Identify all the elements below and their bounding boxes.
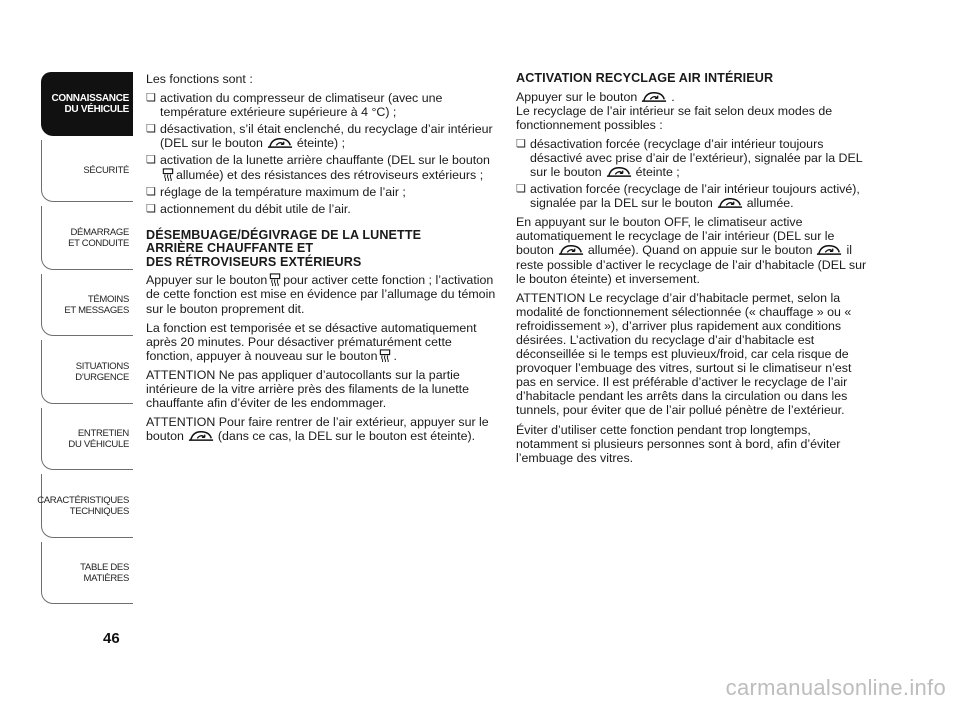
list-item: ❏ actionnement du débit utile de l’air. (146, 202, 496, 216)
modes-list (516, 137, 872, 210)
air-recirculation-icon (715, 196, 745, 209)
warning-paragraph: ATTENTION Le recyclage d’air d’habitacle permet, selon la modalité de fonctionnement sélectionnée (« chauffage » ou « refroidissement »), d’arriver plus rapidement aux conditions désirées. L’activation du recyclage d’air d’habitacle est déconseillée si le temps est pluvieux/froid, car cela risque de provoquer l’embuage des vitres, surtout si le climatiseur n’est pas en service. Il est préférable d’activer le recyclage de l’air d’habitacle pendant les arrêts dans la circulation ou dans les tunnels, pour éviter que de l’air pollué pénètre de l’extérieur. (516, 290, 852, 418)
air-recirculation-icon (814, 243, 844, 256)
air-recirculation-icon (265, 136, 295, 149)
paragraph: Appuyer sur le bouton . Le recyclage de l’air intérieur se fait selon deux modes de fonctionnement possibles : (516, 89, 833, 132)
tab-securite[interactable] (41, 140, 133, 202)
air-recirculation-icon (186, 429, 216, 442)
paragraph: La fonction est temporisée et se désactive automatiquement après 20 minutes. Pour désactiver prématurément cette fonction, appuyer à nouveau sur le bouton . (146, 320, 477, 363)
tab-entretien-du-vehicule[interactable] (41, 408, 133, 470)
tab-demarrage-et-conduite[interactable] (41, 206, 133, 270)
functions-list (146, 91, 496, 216)
paragraph: En appuyant sur le bouton OFF, le climatiseur active automatiquement le recyclage de l’air intérieur (DEL sur le bouton allumée). Quand on appuie sur le bouton il reste possible d’activer le recyclage de l’air d’habitacle (DEL sur le bouton éteinte) et inversement. (516, 215, 867, 286)
warning-paragraph: ATTENTION Ne pas appliquer d’autocollants sur la partie intérieure de la vitre arrière près des filaments de la lunette chauffante afin d’éviter de les endommager. (146, 367, 470, 411)
list-item: ❏ désactivation, s’il était enclenché, du recyclage d’air intérieur (DEL sur le bouton éteinte) ; (146, 122, 496, 150)
page-number: 46 (103, 630, 120, 647)
air-recirculation-icon (604, 165, 634, 178)
list-item: ❏ activation du compresseur de climatiseur (avec une température extérieure supérieure à 4 °C) ; (146, 91, 496, 119)
tab-label: DÉMARRAGE ET CONDUITE (68, 226, 129, 249)
watermark: carmanualsonline.info (725, 675, 946, 700)
chapter-sidebar (37, 72, 133, 608)
tab-temoins-et-messages[interactable] (41, 274, 133, 336)
tab-label: SITUATIONS D’URGENCE (75, 360, 129, 383)
tab-label: CARACTÉRISTIQUES TECHNIQUES (37, 494, 129, 517)
air-recirculation-icon (639, 90, 669, 103)
tab-label: TABLE DES MATIÈRES (80, 561, 129, 584)
rear-window-defrost-icon (379, 349, 391, 362)
section-heading-recirculation: ACTIVATION RECYCLAGE AIR INTÉRIEUR (516, 71, 774, 85)
rear-window-defrost-icon (162, 168, 174, 181)
tab-situations-d-urgence[interactable] (41, 340, 133, 404)
section-heading-defrost: DÉSEMBUAGE/DÉGIVRAGE DE LA LUNETTE ARRIÈRE CHAUFFANTE ET DES RÉTROVISEURS EXTÉRIEURS (146, 227, 422, 269)
paragraph: Appuyer sur le bouton pour activer cette fonction ; l’activation de cette fonction est mise en évidence par l’allumage du témoin sur le bouton proprement dit. (146, 273, 496, 316)
paragraph: Éviter d’utiliser cette fonction pendant trop longtemps, notamment si plusieurs personnes sont à bord, afin d’éviter l’embuage des vitres. (516, 422, 841, 465)
list-item: ❏ activation forcée (recyclage de l’air intérieur toujours activé), signalée par la DEL sur le bouton allumée. (516, 182, 872, 210)
tab-connaissance-du-vehicule[interactable] (41, 72, 133, 136)
list-item: ❏ activation de la lunette arrière chauffante (DEL sur le boutonallumée) et des résistances des rétroviseurs extérieurs ; (146, 153, 496, 181)
tab-label: SÉCURITÉ (83, 165, 129, 176)
functions-intro: Les fonctions sont : (146, 72, 253, 86)
tab-label: CONNAISSANCE DU VÉHICULE (51, 93, 129, 115)
rear-window-defrost-icon (269, 273, 281, 286)
right-column (516, 72, 872, 470)
list-item: ❏ désactivation forcée (recyclage d’air intérieur toujours désactivé avec prise d’air de l’extérieur), signalée par la DEL sur le bouton éteinte ; (516, 137, 872, 179)
tab-label: TÉMOINS ET MESSAGES (64, 293, 129, 316)
left-column (146, 72, 496, 448)
tab-caracteristiques-techniques[interactable] (37, 474, 133, 538)
list-item: ❏ réglage de la température maximum de l’air ; (146, 185, 496, 199)
tab-label: ENTRETIEN DU VÉHICULE (68, 427, 129, 450)
air-recirculation-icon (556, 243, 586, 256)
warning-paragraph: ATTENTION Pour faire rentrer de l’air extérieur, appuyer sur le bouton (dans ce cas, la DEL sur le bouton est éteinte). (146, 415, 489, 444)
tab-table-des-matieres[interactable] (41, 542, 133, 604)
